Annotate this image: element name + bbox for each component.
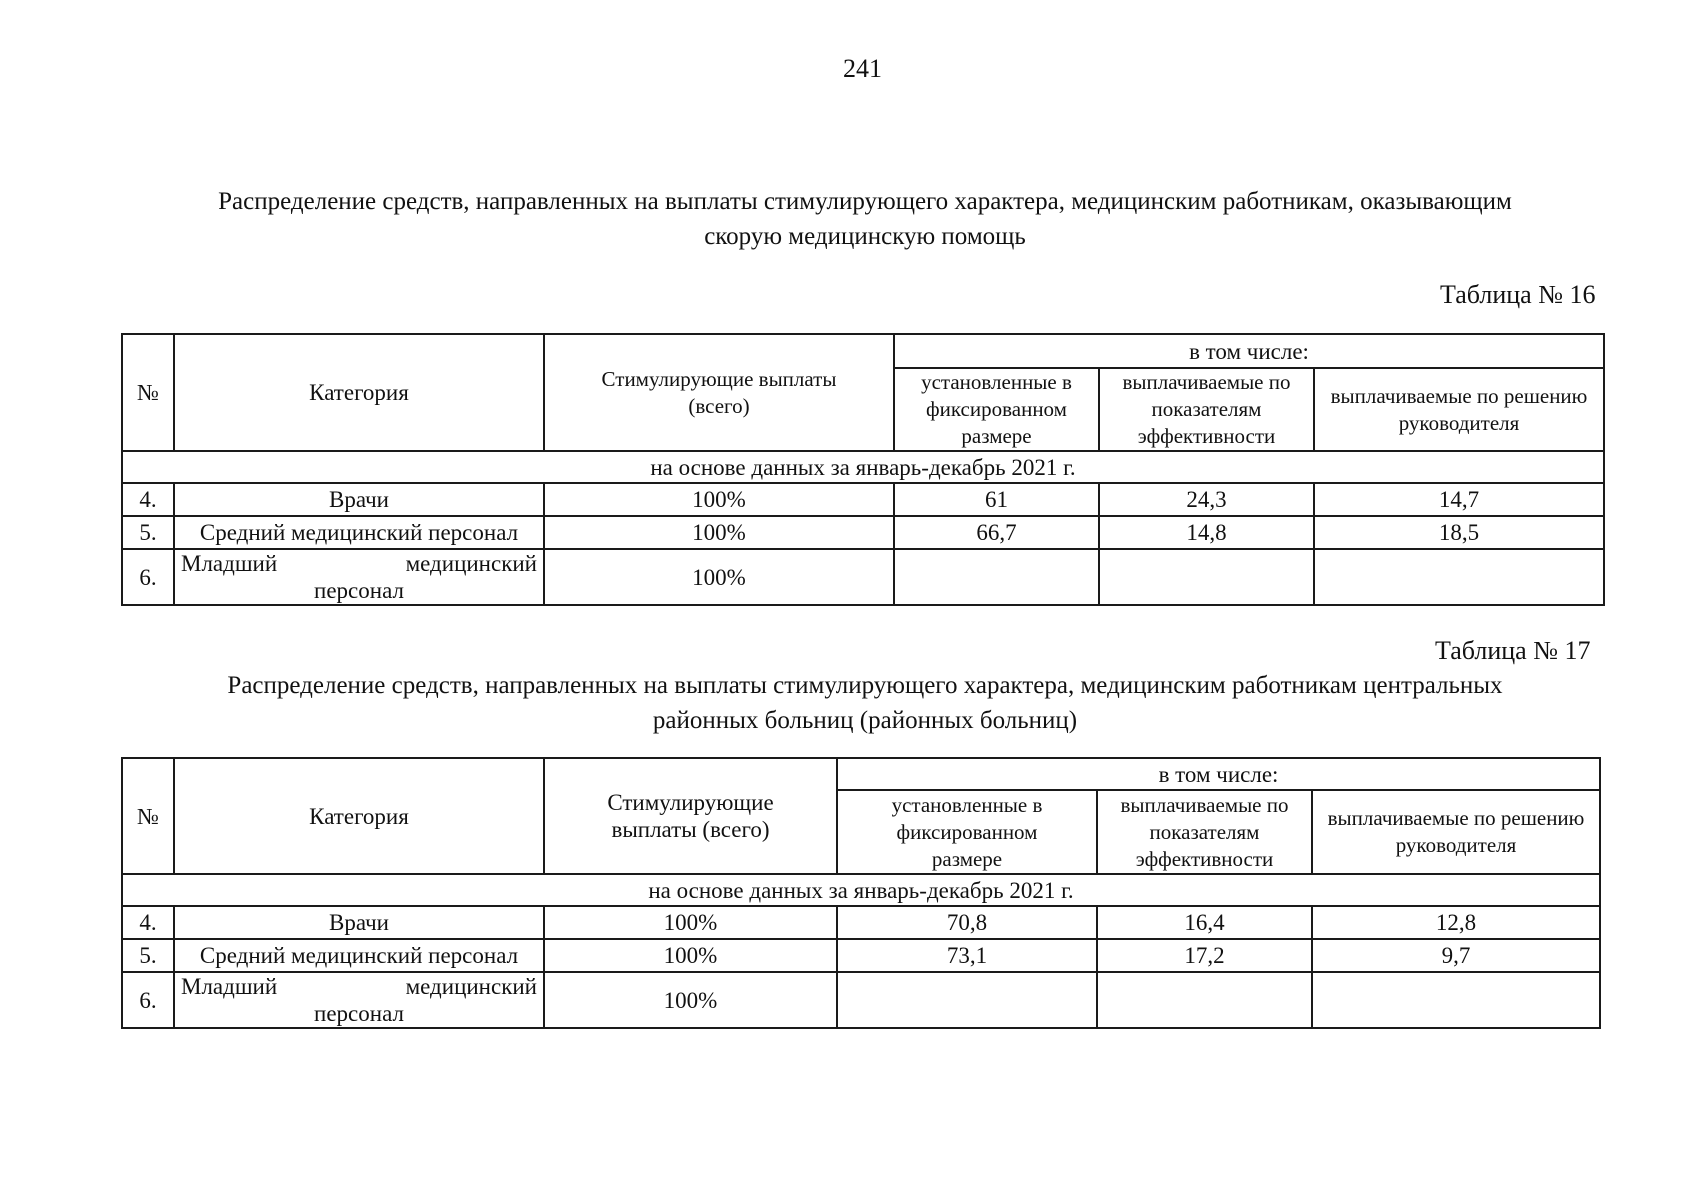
row-fixed: 73,1 [837, 939, 1097, 972]
header-total: Стимулирующие выплаты (всего) [544, 334, 894, 451]
row-manager: 9,7 [1312, 939, 1600, 972]
row-category [174, 972, 544, 1028]
row-efficiency: 14,8 [1099, 516, 1314, 549]
row-fixed [837, 972, 1097, 1028]
row-num: 6. [122, 549, 174, 605]
table-17 [121, 757, 1601, 1029]
category-word: персонал [314, 1001, 404, 1026]
row-num: 4. [122, 483, 174, 516]
heading-line: Распределение средств, направленных на выплаты стимулирующего характера, медицинским работникам, оказывающим [218, 188, 1512, 215]
row-efficiency: 16,4 [1097, 906, 1312, 939]
row-num: 5. [122, 939, 174, 972]
row-num: 5. [122, 516, 174, 549]
header-num: № [122, 334, 174, 451]
row-num: 6. [122, 972, 174, 1028]
row-fixed: 70,8 [837, 906, 1097, 939]
row-total: 100% [544, 906, 837, 939]
category-word: персонал [314, 578, 404, 603]
header-manager: выплачиваемые по решению руководителя [1312, 790, 1600, 874]
table-row [122, 906, 1600, 939]
row-manager [1314, 549, 1604, 605]
row-efficiency [1099, 549, 1314, 605]
row-num: 4. [122, 906, 174, 939]
row-total: 100% [544, 972, 837, 1028]
header-num: № [122, 758, 174, 874]
table-16-caption: Таблица № 16 [1440, 280, 1596, 309]
heading-line: Распределение средств, направленных на выплаты стимулирующего характера, медицинским работникам центральных [227, 672, 1503, 699]
header-category: Категория [174, 758, 544, 874]
header-group: в том числе: [837, 758, 1600, 790]
header-fixed: установленные в фиксированном размере [894, 368, 1099, 451]
row-efficiency: 24,3 [1099, 483, 1314, 516]
row-category: Врачи [174, 906, 544, 939]
row-efficiency [1097, 972, 1312, 1028]
row-total: 100% [544, 549, 894, 605]
heading-line: скорую медицинскую помощь [704, 223, 1026, 250]
category-word: Младший [181, 974, 278, 999]
header-efficiency: выплачиваемые по показателям эффективности [1097, 790, 1312, 874]
row-category: Средний медицинский персонал [174, 939, 544, 972]
row-category: Врачи [174, 483, 544, 516]
row-manager [1312, 972, 1600, 1028]
row-category: Средний медицинский персонал [174, 516, 544, 549]
header-manager: выплачиваемые по решению руководителя [1314, 368, 1604, 451]
table-row [122, 939, 1600, 972]
page-number: 241 [843, 54, 882, 83]
header-efficiency: выплачиваемые по показателям эффективности [1099, 368, 1314, 451]
table-17-caption: Таблица № 17 [1435, 636, 1591, 665]
row-manager: 12,8 [1312, 906, 1600, 939]
category-word: медицинский [405, 551, 537, 576]
header-category: Категория [174, 334, 544, 451]
row-total: 100% [544, 483, 894, 516]
row-fixed: 61 [894, 483, 1099, 516]
row-total: 100% [544, 516, 894, 549]
category-word: медицинский [405, 974, 537, 999]
period-row: на основе данных за январь-декабрь 2021 г. [122, 451, 1604, 483]
row-total: 100% [544, 939, 837, 972]
table-17-heading [120, 668, 1610, 738]
row-fixed: 66,7 [894, 516, 1099, 549]
table-row [122, 972, 1600, 1028]
row-category [174, 549, 544, 605]
header-fixed: установленные в фиксированном размере [837, 790, 1097, 874]
table-row [122, 483, 1604, 516]
category-word: Младший [181, 551, 278, 576]
period-row: на основе данных за январь-декабрь 2021 г. [122, 874, 1600, 906]
header-group: в том числе: [894, 334, 1604, 368]
table-row [122, 516, 1604, 549]
row-manager: 18,5 [1314, 516, 1604, 549]
table-16 [121, 333, 1605, 606]
header-total: Стимулирующие выплаты (всего) [544, 758, 837, 874]
heading-line: районных больниц (районных больниц) [652, 707, 1078, 734]
row-efficiency: 17,2 [1097, 939, 1312, 972]
row-manager: 14,7 [1314, 483, 1604, 516]
row-fixed [894, 549, 1099, 605]
table-row [122, 549, 1604, 605]
table-16-heading [120, 184, 1610, 254]
